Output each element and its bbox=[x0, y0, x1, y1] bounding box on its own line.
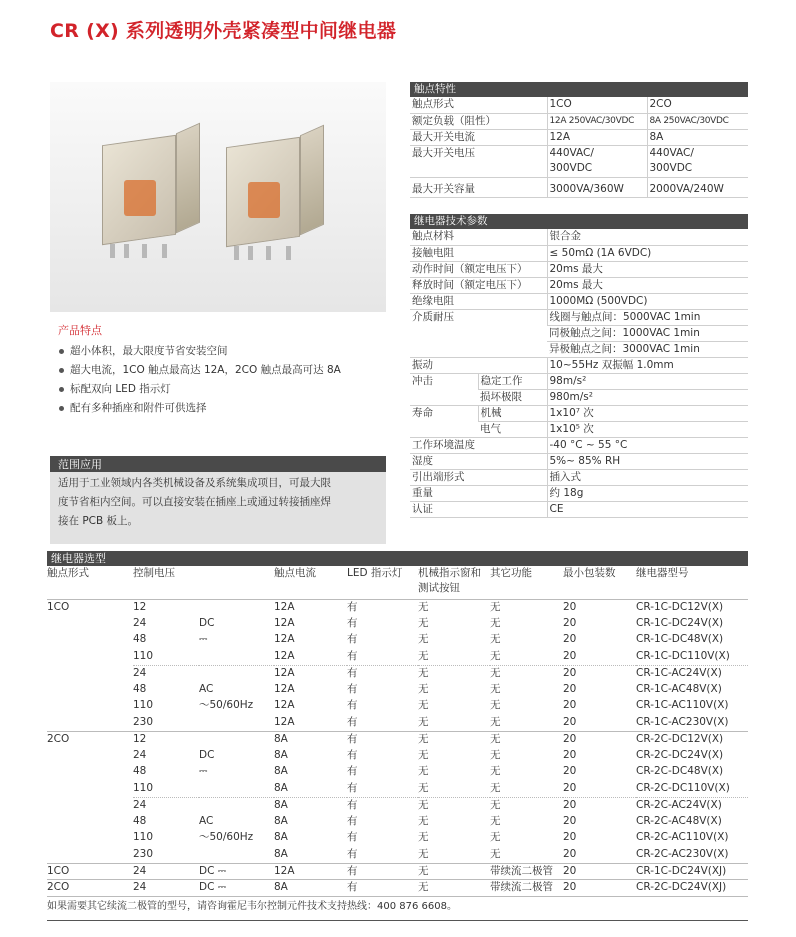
application-line: 适用于工业领域内各类机械设备及系统集成项目，可最大限 bbox=[58, 477, 331, 489]
table-cell: 无 bbox=[418, 831, 429, 843]
table-cell: 20 bbox=[563, 847, 577, 860]
technical-parameters-table bbox=[410, 214, 748, 518]
table-cell: 无 bbox=[490, 599, 563, 616]
table-cell: 无 bbox=[418, 765, 429, 777]
table-cell: ～50/60Hz bbox=[199, 831, 254, 843]
table-cell: 8A bbox=[274, 797, 347, 814]
table-cell bbox=[47, 814, 133, 831]
feature-item: 超小体积，最大限度节省安装空间 bbox=[58, 342, 341, 361]
spec-value: 98m/s² bbox=[547, 373, 748, 389]
column-header: 继电器型号 bbox=[636, 567, 689, 579]
table-cell bbox=[47, 632, 133, 649]
table-cell: 2CO bbox=[47, 880, 133, 897]
spec-sublabel: 稳定工作 bbox=[478, 373, 547, 389]
spec-label: 振动 bbox=[410, 357, 547, 373]
table-row bbox=[47, 814, 748, 831]
selection-heading: 继电器选型 bbox=[47, 551, 748, 566]
table-cell: 12A bbox=[274, 599, 347, 616]
table-cell: 有 bbox=[347, 831, 358, 843]
table-cell: 无 bbox=[418, 682, 429, 695]
column-header: LED 指示灯 bbox=[347, 567, 403, 579]
application-line: 度节省柜内空间。可以直接安装在插座上或通过转接插座焊 bbox=[58, 496, 331, 508]
features-heading: 产品特点 bbox=[58, 324, 102, 337]
table-cell: 无 bbox=[418, 731, 490, 748]
table-cell: 24 bbox=[133, 797, 199, 814]
table-cell bbox=[47, 698, 133, 715]
table-cell bbox=[47, 665, 133, 682]
spec-label: 额定负载（阻性） bbox=[410, 113, 547, 129]
table-cell: 无 bbox=[490, 699, 501, 711]
table-cell: 20 bbox=[563, 863, 636, 880]
table-cell: 无 bbox=[490, 847, 501, 860]
table-cell: 无 bbox=[490, 665, 563, 682]
table-cell: 有 bbox=[347, 633, 358, 645]
product-photo bbox=[50, 82, 386, 312]
table-cell: DC bbox=[199, 748, 215, 761]
table-cell: 无 bbox=[418, 748, 429, 761]
table-row bbox=[47, 632, 748, 649]
table-cell: 有 bbox=[347, 599, 418, 616]
table-cell: 48 bbox=[133, 814, 147, 827]
application-line: 接在 PCB 板上。 bbox=[58, 515, 139, 527]
table-cell: CR-2C-DC110V(X) bbox=[636, 781, 730, 794]
table-row bbox=[47, 748, 748, 765]
table-cell: 12 bbox=[133, 599, 199, 616]
table-cell: 无 bbox=[490, 831, 501, 843]
features-section bbox=[58, 322, 341, 418]
table-cell: 24 bbox=[133, 880, 199, 897]
table-cell: CR-2C-DC48V(X) bbox=[636, 765, 724, 777]
table-cell: ～50/60Hz bbox=[199, 699, 254, 711]
table-cell: 8A bbox=[274, 781, 288, 794]
spec-value: -40 °C ~ 55 °C bbox=[547, 437, 748, 453]
table-cell: DC ⎓ bbox=[199, 863, 274, 880]
table-cell bbox=[47, 847, 133, 864]
table-cell: 无 bbox=[490, 765, 501, 777]
table-cell: 8A bbox=[274, 731, 347, 748]
table-cell: 20 bbox=[563, 797, 636, 814]
column-header: 控制电压 bbox=[133, 567, 175, 579]
spec-label: 最大开关容量 bbox=[410, 177, 547, 197]
table-cell: 8A bbox=[274, 831, 288, 843]
table-cell: 无 bbox=[490, 649, 501, 662]
table-cell: CR-1C-AC24V(X) bbox=[636, 665, 748, 682]
spec-label: 最大开关电流 bbox=[410, 129, 547, 145]
table-cell: 20 bbox=[563, 731, 636, 748]
table-row bbox=[47, 797, 748, 814]
column-header bbox=[199, 566, 274, 599]
table-cell bbox=[199, 847, 274, 864]
table-cell: 有 bbox=[347, 665, 418, 682]
table-cell: 无 bbox=[418, 616, 429, 629]
spec-value: 1x10⁵ 次 bbox=[547, 421, 748, 437]
table-cell: DC bbox=[199, 616, 215, 629]
contact-characteristics-table bbox=[410, 82, 748, 198]
table-cell: DC ⎓ bbox=[199, 880, 274, 897]
spec-value: 1x10⁷ 次 bbox=[547, 405, 748, 421]
table-cell: CR-2C-AC110V(X) bbox=[636, 831, 729, 843]
application-text bbox=[50, 472, 386, 531]
table-cell: 12A bbox=[274, 649, 295, 662]
spec-value: 12A 250VAC/30VDC bbox=[547, 113, 647, 129]
table-cell: 无 bbox=[490, 682, 501, 695]
table-row bbox=[47, 599, 748, 616]
table-row bbox=[47, 715, 748, 732]
table-cell: CR-1C-DC24V(XJ) bbox=[636, 863, 748, 880]
table-cell: 20 bbox=[563, 649, 577, 662]
table-cell: 20 bbox=[563, 880, 636, 897]
table-cell: 24 bbox=[133, 616, 147, 629]
column-header: 机械指示窗和测试按钮 bbox=[418, 567, 481, 594]
spec-label: 湿度 bbox=[410, 453, 547, 469]
table-cell: CR-1C-DC24V(X) bbox=[636, 616, 724, 629]
spec-value: ≤ 50mΩ (1A 6VDC) bbox=[547, 245, 748, 261]
table-cell: 1CO bbox=[47, 863, 133, 880]
table-cell bbox=[47, 616, 133, 633]
table-cell bbox=[199, 797, 274, 814]
table-cell: 12 bbox=[133, 731, 199, 748]
table-cell: 8A bbox=[274, 814, 288, 827]
relay-selection-table bbox=[47, 566, 748, 897]
table-cell bbox=[199, 715, 274, 732]
table-cell: 48 bbox=[133, 765, 147, 777]
table-cell: 有 bbox=[347, 797, 418, 814]
table-cell: 12A bbox=[274, 616, 295, 629]
spec-sublabel: 电气 bbox=[478, 421, 547, 437]
spec-value: 插入式 bbox=[547, 469, 748, 485]
table-cell: 20 bbox=[563, 682, 577, 695]
spec-value: 12A bbox=[547, 129, 647, 145]
table-cell: 20 bbox=[563, 814, 577, 827]
table-cell: 带续流二极管 bbox=[490, 880, 563, 897]
table-cell: 无 bbox=[490, 748, 501, 761]
table-cell: 有 bbox=[347, 616, 358, 629]
table-cell bbox=[199, 781, 274, 798]
table-cell bbox=[47, 764, 133, 781]
column-header: 其它功能 bbox=[490, 567, 532, 579]
table-row bbox=[47, 698, 748, 715]
table-row bbox=[47, 665, 748, 682]
table-cell: 无 bbox=[418, 699, 429, 711]
table-cell: 无 bbox=[418, 599, 490, 616]
table-cell: 有 bbox=[347, 781, 358, 794]
relay-image-1co bbox=[102, 110, 200, 248]
table-cell: 110 bbox=[133, 831, 154, 843]
table-cell: ⎓ bbox=[199, 633, 208, 645]
table-cell bbox=[47, 649, 133, 666]
spec-label: 绝缘电阻 bbox=[410, 293, 547, 309]
table-cell: 有 bbox=[347, 863, 418, 880]
table-cell: 无 bbox=[418, 797, 490, 814]
spec-value: 2000VA/240W bbox=[647, 177, 748, 197]
spec-sublabel: 损坏极限 bbox=[478, 389, 547, 405]
spec-value: CE bbox=[547, 501, 748, 517]
footnote: 如果需要其它续流二极管的型号，请咨询霍尼韦尔控制元件技术支持热线：400 876 6608。 bbox=[47, 901, 457, 912]
table-cell: 12A bbox=[274, 682, 295, 695]
table-cell: 110 bbox=[133, 649, 154, 662]
table-cell: 有 bbox=[347, 715, 358, 728]
spec-label: 工作环境温度 bbox=[410, 437, 547, 453]
table-cell: 24 bbox=[133, 863, 199, 880]
table-row bbox=[47, 682, 748, 699]
table-row bbox=[47, 830, 748, 847]
table-cell: AC bbox=[199, 682, 214, 695]
spec-value: 银合金 bbox=[547, 229, 748, 245]
table-cell: 无 bbox=[490, 715, 501, 728]
table-cell: CR-1C-AC48V(X) bbox=[636, 682, 722, 695]
table-cell: 有 bbox=[347, 682, 358, 695]
table-cell: 有 bbox=[347, 814, 358, 827]
application-section bbox=[50, 456, 386, 544]
spec-value: 440VAC/ bbox=[547, 145, 647, 161]
table-cell: 无 bbox=[418, 863, 490, 880]
table-cell: 20 bbox=[563, 748, 577, 761]
table-cell: CR-2C-AC48V(X) bbox=[636, 814, 722, 827]
table-cell bbox=[199, 599, 274, 616]
spec-value: 10~55Hz 双振幅 1.0mm bbox=[547, 357, 748, 373]
table-cell: 20 bbox=[563, 616, 577, 629]
table-cell: 20 bbox=[563, 633, 577, 645]
footer-divider bbox=[47, 920, 748, 921]
table-cell: CR-2C-AC230V(X) bbox=[636, 847, 729, 860]
table-cell: 无 bbox=[418, 665, 490, 682]
contact-heading: 触点特性 bbox=[410, 82, 748, 97]
spec-value: 2CO bbox=[647, 97, 748, 113]
table-cell: CR-2C-DC24V(XJ) bbox=[636, 880, 748, 897]
table-cell: 无 bbox=[490, 781, 501, 794]
table-cell: 无 bbox=[418, 715, 429, 728]
table-row bbox=[47, 616, 748, 633]
table-cell: 无 bbox=[490, 814, 501, 827]
table-cell: 有 bbox=[347, 748, 358, 761]
table-cell: 230 bbox=[133, 847, 154, 860]
table-cell bbox=[47, 797, 133, 814]
table-cell: 有 bbox=[347, 847, 358, 860]
table-cell: 20 bbox=[563, 765, 577, 777]
spec-value: 20ms 最大 bbox=[547, 261, 748, 277]
table-cell: 110 bbox=[133, 781, 154, 794]
table-cell bbox=[199, 649, 274, 666]
spec-value: 同极触点之间：1000VAC 1min bbox=[547, 325, 748, 341]
spec-value: 3000VA/360W bbox=[547, 177, 647, 197]
table-cell: 20 bbox=[563, 599, 636, 616]
table-cell: 无 bbox=[490, 633, 501, 645]
spec-label: 释放时间（额定电压下） bbox=[410, 277, 547, 293]
spec-label: 寿命 bbox=[410, 405, 478, 437]
table-row bbox=[47, 781, 748, 798]
spec-label: 冲击 bbox=[410, 373, 478, 405]
spec-label: 接触电阻 bbox=[410, 245, 547, 261]
table-cell: 230 bbox=[133, 715, 154, 728]
table-cell: 8A bbox=[274, 748, 288, 761]
table-cell: 2CO bbox=[47, 731, 133, 748]
feature-item: 标配双向 LED 指示灯 bbox=[58, 380, 341, 399]
spec-label: 触点材料 bbox=[410, 229, 547, 245]
table-cell: 无 bbox=[490, 797, 563, 814]
table-cell: 12A bbox=[274, 699, 295, 711]
spec-value: 线圈与触点间：5000VAC 1min bbox=[547, 309, 748, 325]
table-cell: 12A bbox=[274, 715, 295, 728]
table-cell: 24 bbox=[133, 665, 199, 682]
table-cell: 有 bbox=[347, 880, 418, 897]
spec-value: 300VDC bbox=[547, 161, 647, 177]
table-cell: 20 bbox=[563, 715, 577, 728]
spec-value: 300VDC bbox=[647, 161, 748, 177]
table-cell: 8A bbox=[274, 880, 347, 897]
table-cell: 20 bbox=[563, 665, 636, 682]
spec-label: 动作时间（额定电压下） bbox=[410, 261, 547, 277]
table-cell: 无 bbox=[418, 633, 429, 645]
spec-label: 认证 bbox=[410, 501, 547, 517]
spec-value: 20ms 最大 bbox=[547, 277, 748, 293]
table-cell bbox=[47, 715, 133, 732]
spec-label: 引出端形式 bbox=[410, 469, 547, 485]
spec-label: 介质耐压 bbox=[410, 309, 547, 357]
spec-sublabel: 机械 bbox=[478, 405, 547, 421]
table-cell bbox=[47, 748, 133, 765]
table-cell: 110 bbox=[133, 699, 154, 711]
spec-value: 1CO bbox=[547, 97, 647, 113]
spec-value: 980m/s² bbox=[547, 389, 748, 405]
table-cell: ⎓ bbox=[199, 765, 208, 777]
table-cell: 12A bbox=[274, 863, 347, 880]
relay-image-2co bbox=[226, 112, 324, 250]
table-row bbox=[47, 847, 748, 864]
table-cell: 20 bbox=[563, 699, 577, 711]
table-cell: CR-1C-DC12V(X) bbox=[636, 599, 748, 616]
spec-value: 440VAC/ bbox=[647, 145, 748, 161]
spec-label: 重量 bbox=[410, 485, 547, 501]
spec-label: 最大开关电压 bbox=[412, 146, 475, 159]
table-cell: 无 bbox=[418, 847, 429, 860]
table-cell bbox=[47, 781, 133, 798]
table-cell: 48 bbox=[133, 633, 147, 645]
column-header: 触点电流 bbox=[274, 567, 316, 579]
table-row bbox=[47, 863, 748, 880]
table-cell: 无 bbox=[418, 649, 429, 662]
table-row bbox=[47, 649, 748, 666]
table-cell: 无 bbox=[490, 616, 501, 629]
table-row bbox=[47, 880, 748, 897]
table-cell: 有 bbox=[347, 699, 358, 711]
spec-label bbox=[410, 161, 547, 177]
table-cell: CR-1C-DC48V(X) bbox=[636, 633, 724, 645]
table-cell: 无 bbox=[418, 814, 429, 827]
spec-value: 5%~ 85% RH bbox=[547, 453, 748, 469]
table-row bbox=[47, 731, 748, 748]
table-cell: 无 bbox=[418, 781, 429, 794]
table-cell: CR-1C-AC230V(X) bbox=[636, 715, 729, 728]
application-heading: 范围应用 bbox=[50, 456, 386, 472]
table-cell bbox=[47, 682, 133, 699]
spec-value: 异极触点之间：3000VAC 1min bbox=[547, 341, 748, 357]
spec-value: 8A bbox=[647, 129, 748, 145]
table-cell bbox=[47, 830, 133, 847]
table-row bbox=[47, 764, 748, 781]
table-cell bbox=[199, 731, 274, 748]
table-cell: 1CO bbox=[47, 599, 133, 616]
table-cell: 8A bbox=[274, 847, 288, 860]
spec-label: 触点形式 bbox=[410, 97, 547, 113]
table-cell: CR-2C-AC24V(X) bbox=[636, 797, 748, 814]
table-cell: CR-2C-DC12V(X) bbox=[636, 731, 748, 748]
table-cell: CR-1C-DC110V(X) bbox=[636, 649, 730, 662]
table-cell: 20 bbox=[563, 831, 577, 843]
table-cell: 12A bbox=[274, 665, 347, 682]
table-cell: 24 bbox=[133, 748, 147, 761]
spec-value: 约 18g bbox=[547, 485, 748, 501]
table-cell: CR-2C-DC24V(X) bbox=[636, 748, 724, 761]
feature-item: 配有多种插座和附件可供选择 bbox=[58, 399, 341, 418]
table-cell: 有 bbox=[347, 731, 418, 748]
table-cell: 无 bbox=[418, 880, 490, 897]
table-cell: 有 bbox=[347, 765, 358, 777]
spec-value: 8A 250VAC/30VDC bbox=[647, 113, 748, 129]
column-header: 触点形式 bbox=[47, 567, 89, 579]
table-cell: 无 bbox=[490, 731, 563, 748]
feature-item: 超大电流，1CO 触点最高达 12A，2CO 触点最高可达 8A bbox=[58, 361, 341, 380]
table-cell bbox=[199, 665, 274, 682]
table-cell: 带续流二极管 bbox=[490, 863, 563, 880]
table-cell: 48 bbox=[133, 682, 147, 695]
table-cell: 12A bbox=[274, 633, 295, 645]
spec-value: 1000MΩ (500VDC) bbox=[547, 293, 748, 309]
table-cell: CR-1C-AC110V(X) bbox=[636, 699, 729, 711]
tech-heading: 继电器技术参数 bbox=[410, 214, 748, 229]
table-cell: 有 bbox=[347, 649, 358, 662]
column-header: 最小包装数 bbox=[563, 567, 616, 579]
table-cell: 20 bbox=[563, 781, 577, 794]
page-title: CR (X) 系列透明外壳紧凑型中间继电器 bbox=[50, 20, 397, 42]
table-cell: AC bbox=[199, 814, 214, 827]
table-cell: 8A bbox=[274, 765, 288, 777]
